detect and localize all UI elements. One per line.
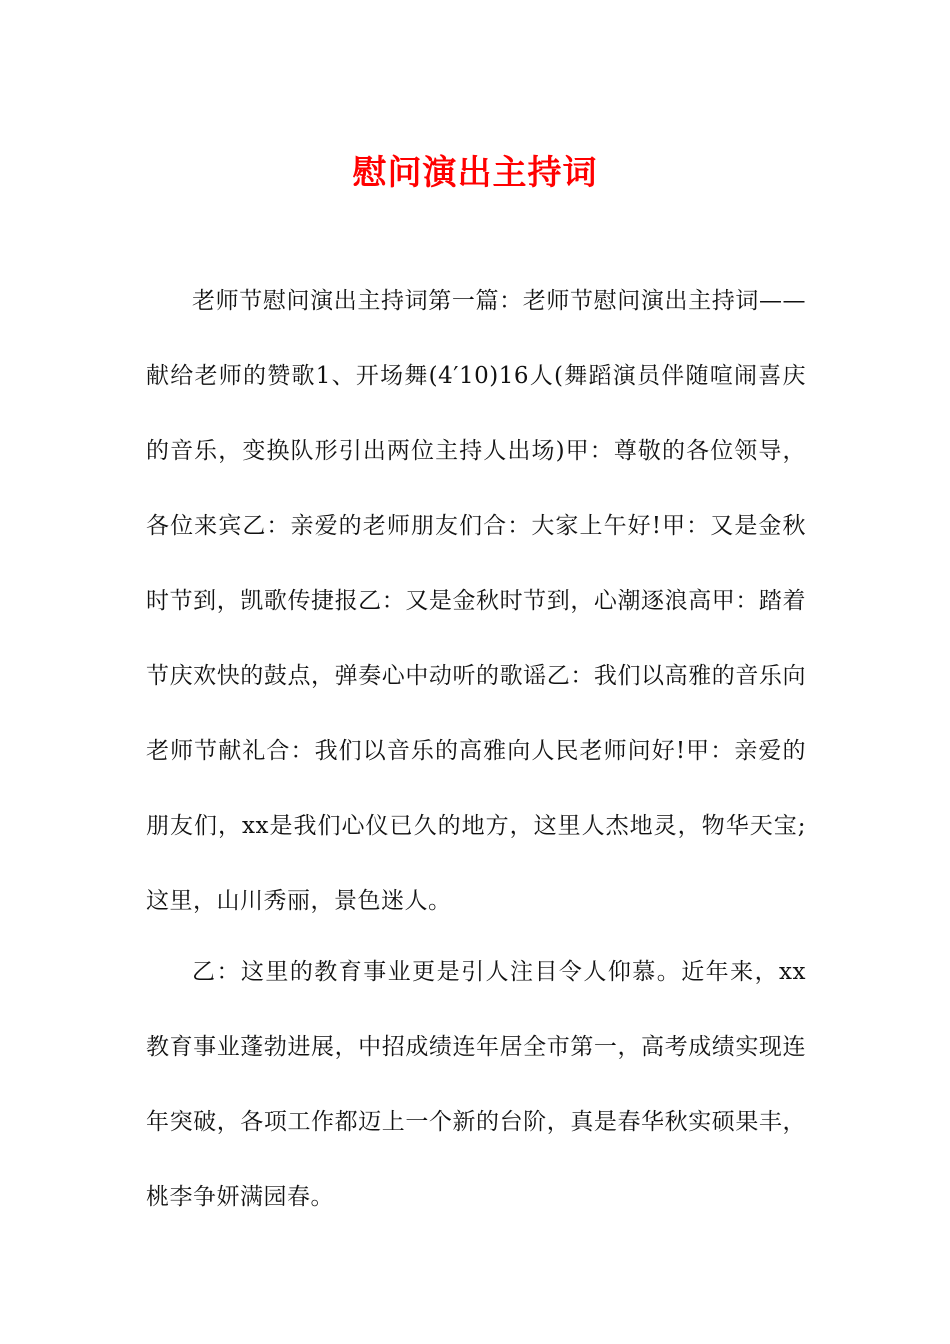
paragraph-1: 老师节慰问演出主持词第一篇：老师节慰问演出主持词——献给老师的赞歌1、开场舞(4′10)16人(舞蹈演员伴随喧闹喜庆的音乐，变换队形引出两位主持人出场)甲：尊敬的各位领导，各位来宾乙：亲爱的老师朋友们合：大家上午好!甲：又是金秋时节到，凯歌传捷报乙：又是金秋时节到，心潮逐浪高甲：踏着节庆欢快的鼓点，弹奏心中动听的歌谣乙：我们以高雅的音乐向老师节献礼合：我们以音乐的高雅向人民老师问好!甲：亲爱的朋友们，xx是我们心仪已久的地方，这里人杰地灵，物华天宝;这里，山川秀丽，景色迷人。	[146, 288, 806, 914]
document-title: 慰问演出主持词	[352, 153, 598, 193]
paragraph-2: 乙：这里的教育事业更是引人注目令人仰慕。近年来，xx教育事业蓬勃进展，中招成绩连年居全市第一，高考成绩实现连年突破，各项工作都迈上一个新的台阶，真是春华秋实硕果丰，桃李争妍满园春。	[146, 959, 806, 1210]
